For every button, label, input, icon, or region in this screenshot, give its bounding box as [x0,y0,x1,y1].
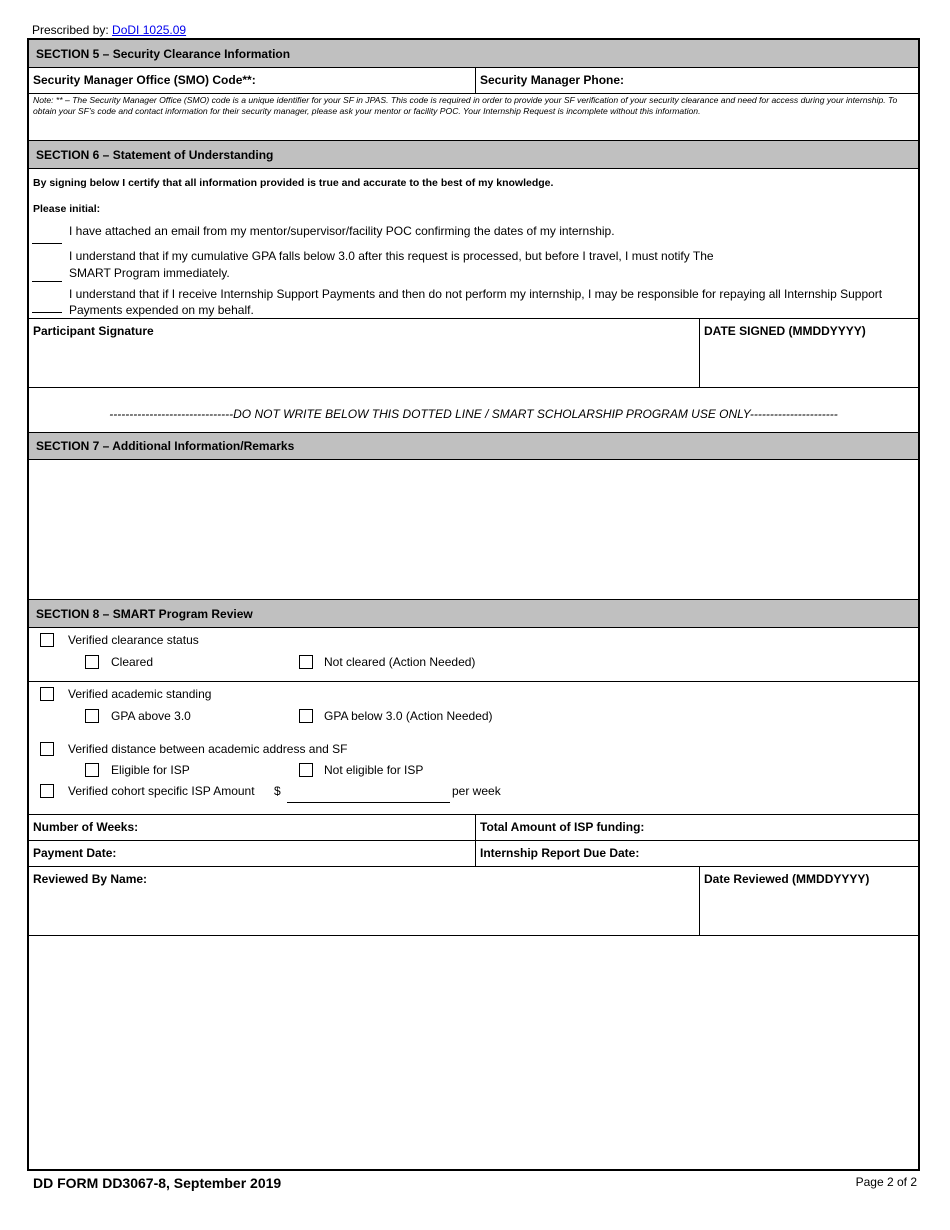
per-week-label: per week [452,784,501,798]
do-not-write-divider: -------------------------------DO NOT WRITE BELOW THIS DOTTED LINE / SMART SCHOLARSHIP PROGRAM USE ONLY---------------------- [109,407,838,421]
remarks-field[interactable] [29,460,918,599]
smo-note: Note: ** – The Security Manager Office (SMO) code is a unique identifier for your SF in JPAS. This code is required in order to provide your SF verification of your security clearance and need for access during your internship. To obtain your SF’s code and contact information for their security manager, please ask your mentor or facility POC. Your Internship Request is incomplete without this information. [33,95,898,116]
certify-statement: By signing below I certify that all information provided is true and accurate to the best of my knowledge. [33,177,554,189]
smo-code-label: Security Manager Office (SMO) Code**: [33,73,256,87]
eligible-isp-checkbox[interactable] [85,763,99,777]
date-signed-label: DATE SIGNED (MMDDYYYY) [704,324,866,338]
verified-distance-label: Verified distance between academic address and SF [68,742,348,756]
security-manager-phone-label: Security Manager Phone: [480,73,625,87]
verified-cohort-label: Verified cohort specific ISP Amount [68,784,255,798]
divider [29,840,918,841]
verified-clearance-checkbox[interactable] [40,633,54,647]
section5-header: SECTION 5 – Security Clearance Information [29,40,918,67]
divider [29,935,918,936]
verified-academic-checkbox[interactable] [40,687,54,701]
initial-field-3[interactable] [32,312,62,313]
report-due-date-label: Internship Report Due Date: [480,846,640,860]
divider [29,627,918,628]
verified-academic-label: Verified academic standing [68,687,212,701]
statement-item-1: I have attached an email from my mentor/supervisor/facility POC confirming the dates of my internship. [69,224,615,238]
gpa-above-checkbox[interactable] [85,709,99,723]
prescribed-by [32,23,186,37]
participant-signature-field[interactable] [29,319,699,387]
divider [29,814,918,815]
initial-field-1[interactable] [32,243,62,244]
divider [29,681,918,682]
date-reviewed-field[interactable] [700,888,918,935]
verified-distance-checkbox[interactable] [40,742,54,756]
divider [475,67,476,93]
gpa-below-checkbox[interactable] [299,709,313,723]
divider [29,168,918,169]
date-reviewed-label: Date Reviewed (MMDDYYYY) [704,872,870,886]
not-eligible-isp-checkbox[interactable] [299,763,313,777]
cleared-label: Cleared [111,655,154,669]
reviewed-by-label: Reviewed By Name: [33,872,148,886]
verified-clearance-label: Verified clearance status [68,633,199,647]
eligible-isp-label: Eligible for ISP [111,763,190,777]
gpa-above-label: GPA above 3.0 [111,709,191,723]
number-of-weeks-label: Number of Weeks: [33,820,139,834]
section8-header: SECTION 8 – SMART Program Review [29,600,918,627]
not-eligible-isp-label: Not eligible for ISP [324,763,424,777]
reviewed-by-field[interactable] [29,888,699,935]
page-number: Page 2 of 2 [855,1175,917,1189]
cleared-checkbox[interactable] [85,655,99,669]
not-cleared-label: Not cleared (Action Needed) [324,655,476,669]
statement-item-2: I understand that if my cumulative GPA falls below 3.0 after this request is processed, but before I travel, I must notify The SMART Program immediately. [69,249,714,280]
participant-signature-label: Participant Signature [33,324,154,338]
statement-item-3: I understand that if I receive Internship Support Payments and then do not perform my internship, I may be responsible for repaying all Internship Support Payments expended on my behalf. [69,287,883,317]
prescribed-label: Prescribed by: [32,23,113,37]
form-identifier: DD FORM DD3067-8, September 2019 [33,1175,282,1191]
divider [29,387,918,388]
divider [29,67,918,68]
dodi-link[interactable]: DoDI 1025.09 [112,23,187,37]
isp-amount-underline [287,802,450,803]
divider [29,866,918,867]
not-cleared-checkbox[interactable] [299,655,313,669]
divider [29,93,918,94]
initial-field-2[interactable] [32,281,62,282]
payment-date-label: Payment Date: [33,846,117,860]
total-isp-label: Total Amount of ISP funding: [480,820,645,834]
form-page [27,38,920,1171]
please-initial-label: Please initial: [33,203,101,215]
section6-header: SECTION 6 – Statement of Understanding [29,141,918,168]
gpa-below-label: GPA below 3.0 (Action Needed) [324,709,493,723]
section7-header: SECTION 7 – Additional Information/Remarks [29,433,918,459]
currency-symbol: $ [274,784,281,798]
date-signed-field[interactable] [700,339,918,387]
isp-amount-field[interactable] [287,780,450,802]
verified-cohort-checkbox[interactable] [40,784,54,798]
